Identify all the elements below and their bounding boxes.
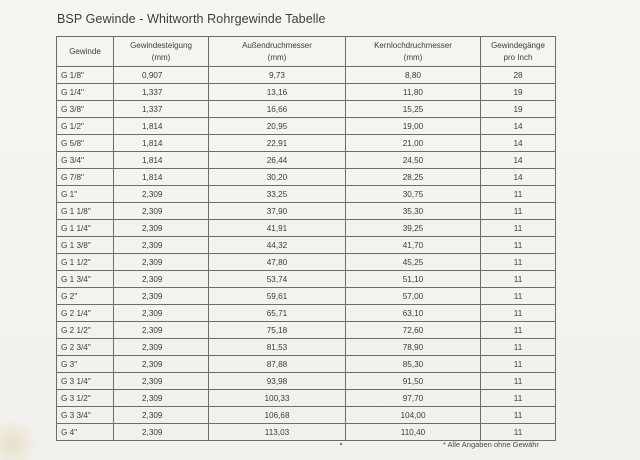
cell-pitch: 2,309	[114, 254, 209, 271]
cell-outer-diameter: 93,98	[209, 373, 346, 390]
cell-core-diameter: 110,40	[346, 424, 481, 441]
cell-core-diameter: 51,10	[346, 271, 481, 288]
cell-pitch: 2,309	[114, 271, 209, 288]
cell-thread: G 3 1/4"	[57, 373, 114, 390]
table-header-row	[57, 37, 556, 67]
cell-outer-diameter: 22,91	[209, 135, 346, 152]
table-row	[57, 67, 556, 84]
cell-outer-diameter: 106,68	[209, 407, 346, 424]
cell-tpi: 11	[481, 356, 556, 373]
thread-table	[56, 36, 556, 441]
table-row	[57, 390, 556, 407]
cell-outer-diameter: 33,25	[209, 186, 346, 203]
cell-pitch: 2,309	[114, 339, 209, 356]
cell-tpi: 14	[481, 135, 556, 152]
cell-outer-diameter: 59,61	[209, 288, 346, 305]
cell-pitch: 1,814	[114, 169, 209, 186]
footnote: * Alle Angaben ohne Gewähr	[443, 440, 539, 449]
cell-outer-diameter: 87,88	[209, 356, 346, 373]
cell-tpi: 11	[481, 237, 556, 254]
cell-pitch: 1,814	[114, 135, 209, 152]
cell-core-diameter: 39,25	[346, 220, 481, 237]
header-tpi	[481, 37, 556, 67]
cell-thread: G 2 1/4"	[57, 305, 114, 322]
document-title: BSP Gewinde - Whitworth Rohrgewinde Tabelle	[57, 12, 326, 26]
cell-pitch: 2,309	[114, 186, 209, 203]
header-outer-diameter-line: (mm)	[267, 52, 287, 62]
cell-tpi: 14	[481, 169, 556, 186]
cell-core-diameter: 8,80	[346, 67, 481, 84]
cell-outer-diameter: 9,73	[209, 67, 346, 84]
cell-tpi: 11	[481, 390, 556, 407]
table-row	[57, 135, 556, 152]
cell-tpi: 11	[481, 305, 556, 322]
cell-pitch: 0,907	[114, 67, 209, 84]
cell-pitch: 1,814	[114, 152, 209, 169]
cell-tpi: 11	[481, 322, 556, 339]
cell-tpi: 11	[481, 339, 556, 356]
header-core-diameter-line: Kernlochdruchmesser	[374, 41, 452, 50]
cell-pitch: 1,337	[114, 84, 209, 101]
cell-thread: G 2 3/4"	[57, 339, 114, 356]
header-outer-diameter-line: Außendruchmesser	[242, 41, 312, 50]
cell-pitch: 2,309	[114, 203, 209, 220]
table-row	[57, 373, 556, 390]
cell-outer-diameter: 113,03	[209, 424, 346, 441]
cell-thread: G 1/8"	[57, 67, 114, 84]
cell-core-diameter: 30,75	[346, 186, 481, 203]
cell-core-diameter: 97,70	[346, 390, 481, 407]
cell-core-diameter: 57,00	[346, 288, 481, 305]
cell-outer-diameter: 26,44	[209, 152, 346, 169]
cell-tpi: 11	[481, 186, 556, 203]
cell-core-diameter: 104,00	[346, 407, 481, 424]
table-row	[57, 339, 556, 356]
cell-tpi: 14	[481, 118, 556, 135]
cell-outer-diameter: 53,74	[209, 271, 346, 288]
cell-thread: G 2"	[57, 288, 114, 305]
table-row	[57, 254, 556, 271]
cell-core-diameter: 91,50	[346, 373, 481, 390]
cell-tpi: 11	[481, 424, 556, 441]
cell-core-diameter: 15,25	[346, 101, 481, 118]
cell-core-diameter: 19,00	[346, 118, 481, 135]
cell-thread: G 1 1/8"	[57, 203, 114, 220]
cell-thread: G 1/2"	[57, 118, 114, 135]
table-row	[57, 203, 556, 220]
cell-thread: G 2 1/2"	[57, 322, 114, 339]
cell-core-diameter: 21,00	[346, 135, 481, 152]
cell-core-diameter: 72,60	[346, 322, 481, 339]
cell-thread: G 7/8"	[57, 169, 114, 186]
table-row	[57, 305, 556, 322]
header-pitch	[114, 37, 209, 67]
cell-pitch: 2,309	[114, 322, 209, 339]
cell-thread: G 1 1/2"	[57, 254, 114, 271]
header-thread-line: Gewinde	[69, 46, 101, 56]
table-row	[57, 322, 556, 339]
cell-tpi: 28	[481, 67, 556, 84]
cell-tpi: 11	[481, 373, 556, 390]
cell-tpi: 19	[481, 101, 556, 118]
cell-tpi: 11	[481, 220, 556, 237]
cell-thread: G 4"	[57, 424, 114, 441]
cell-thread: G 3"	[57, 356, 114, 373]
table-row	[57, 424, 556, 441]
cell-core-diameter: 45,25	[346, 254, 481, 271]
cell-tpi: 11	[481, 254, 556, 271]
cell-tpi: 11	[481, 407, 556, 424]
cell-pitch: 2,309	[114, 288, 209, 305]
cell-outer-diameter: 30,20	[209, 169, 346, 186]
cell-pitch: 2,309	[114, 305, 209, 322]
cell-outer-diameter: 41,91	[209, 220, 346, 237]
cell-pitch: 2,309	[114, 424, 209, 441]
cell-tpi: 11	[481, 203, 556, 220]
cell-thread: G 1 3/4"	[57, 271, 114, 288]
cell-thread: G 1 1/4"	[57, 220, 114, 237]
cell-pitch: 2,309	[114, 237, 209, 254]
cell-tpi: 14	[481, 152, 556, 169]
cell-outer-diameter: 100,33	[209, 390, 346, 407]
table-row	[57, 271, 556, 288]
header-core-diameter-line: (mm)	[403, 52, 423, 62]
cell-thread: G 3/4"	[57, 152, 114, 169]
table-row	[57, 169, 556, 186]
table-body	[57, 67, 556, 441]
cell-outer-diameter: 81,53	[209, 339, 346, 356]
cell-pitch: 1,814	[114, 118, 209, 135]
cell-thread: G 1 3/8"	[57, 237, 114, 254]
cell-thread: G 3 1/2"	[57, 390, 114, 407]
cell-tpi: 11	[481, 271, 556, 288]
header-core-diameter	[346, 37, 481, 67]
cell-core-diameter: 63,10	[346, 305, 481, 322]
cell-tpi: 11	[481, 288, 556, 305]
cell-thread: G 5/8"	[57, 135, 114, 152]
header-tpi-line: Gewindegänge	[491, 41, 545, 50]
cell-core-diameter: 24,50	[346, 152, 481, 169]
cell-core-diameter: 78,90	[346, 339, 481, 356]
table-row	[57, 237, 556, 254]
cell-outer-diameter: 37,90	[209, 203, 346, 220]
cell-outer-diameter: 16,66	[209, 101, 346, 118]
header-outer-diameter	[209, 37, 346, 67]
paper-stain	[0, 420, 40, 460]
table-row	[57, 101, 556, 118]
cell-tpi: 19	[481, 84, 556, 101]
table-row	[57, 356, 556, 373]
header-tpi-line: pro Inch	[503, 52, 533, 62]
cell-pitch: 2,309	[114, 356, 209, 373]
cell-core-diameter: 28,25	[346, 169, 481, 186]
cell-thread: G 3 3/4"	[57, 407, 114, 424]
cell-core-diameter: 41,70	[346, 237, 481, 254]
table-row	[57, 407, 556, 424]
cell-core-diameter: 85,30	[346, 356, 481, 373]
header-thread	[57, 37, 114, 67]
cell-pitch: 2,309	[114, 373, 209, 390]
cell-thread: G 3/8"	[57, 101, 114, 118]
cell-outer-diameter: 13,16	[209, 84, 346, 101]
cell-pitch: 2,309	[114, 407, 209, 424]
cell-outer-diameter: 47,80	[209, 254, 346, 271]
cell-core-diameter: 11,80	[346, 84, 481, 101]
cell-outer-diameter: 20,95	[209, 118, 346, 135]
table-row	[57, 186, 556, 203]
table-row	[57, 118, 556, 135]
cell-outer-diameter: 75,18	[209, 322, 346, 339]
cell-pitch: 1,337	[114, 101, 209, 118]
table-row	[57, 220, 556, 237]
header-pitch-line: Gewindesteigung	[130, 41, 192, 50]
cell-outer-diameter: 65,71	[209, 305, 346, 322]
cell-outer-diameter: 44,32	[209, 237, 346, 254]
cell-thread: G 1/4"	[57, 84, 114, 101]
cell-thread: G 1"	[57, 186, 114, 203]
cell-pitch: 2,309	[114, 390, 209, 407]
table-row	[57, 152, 556, 169]
header-pitch-line: (mm)	[151, 52, 171, 62]
cell-core-diameter: 35,30	[346, 203, 481, 220]
table-row	[57, 288, 556, 305]
cell-pitch: 2,309	[114, 220, 209, 237]
speck	[340, 443, 342, 445]
table-row	[57, 84, 556, 101]
